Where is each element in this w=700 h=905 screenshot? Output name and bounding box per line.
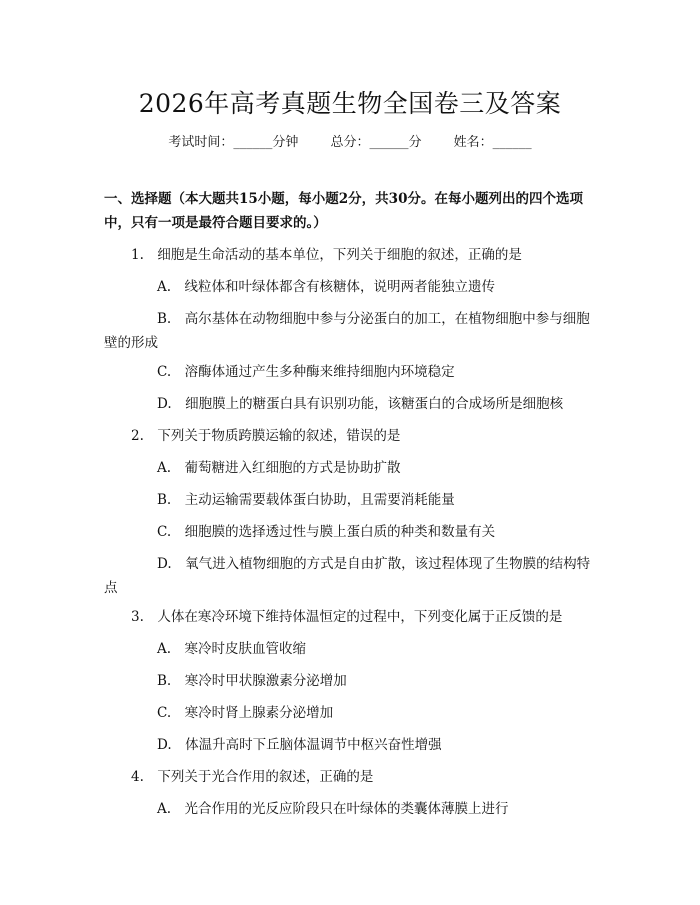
option-b: B. 高尔基体在动物细胞中参与分泌蛋白的加工，在植物细胞中参与细胞 <box>157 311 590 327</box>
page-title: 2026年高考真题生物全国卷三及答案 <box>138 89 562 118</box>
option-b-continued: 壁的形成 <box>104 335 158 351</box>
option-d: D. 细胞膜上的糖蛋白具有识别功能，该糖蛋白的合成场所是细胞核 <box>157 396 564 412</box>
option-a: A. 光合作用的光反应阶段只在叶绿体的类囊体薄膜上进行 <box>157 801 509 817</box>
option-d-continued: 点 <box>104 580 118 596</box>
question-stem: 4. 下列关于光合作用的叙述，正确的是 <box>131 769 374 785</box>
question-stem: 3. 人体在寒冷环境下维持体温恒定的过程中，下列变化属于正反馈的是 <box>131 609 563 625</box>
option-d: D. 体温升高时下丘脑体温调节中枢兴奋性增强 <box>157 737 442 753</box>
option-b: B. 主动运输需要载体蛋白协助，且需要消耗能量 <box>157 492 455 508</box>
option-a: A. 线粒体和叶绿体都含有核糖体，说明两者能独立遗传 <box>157 279 496 295</box>
question-stem: 1. 细胞是生命活动的基本单位，下列关于细胞的叙述，正确的是 <box>131 247 522 263</box>
section-heading: 一、选择题（本大题共15小题，每小题2分，共30分。在每小题列出的四个选项中，只有一项是最符合题目要求的。） <box>104 191 583 231</box>
option-d: D. 氧气进入植物细胞的方式是自由扩散，该过程体现了生物膜的结构特 <box>157 556 591 572</box>
option-a: A. 寒冷时皮肤血管收缩 <box>157 641 307 657</box>
option-b: B. 寒冷时甲状腺激素分泌增加 <box>157 673 347 689</box>
option-c: C. 溶酶体通过产生多种酶来维持细胞内环境稳定 <box>157 364 455 380</box>
student-name-field: 姓名：______ <box>453 135 532 150</box>
exam-time-field: 考试时间：______分钟 <box>168 135 299 150</box>
option-a: A. 葡萄糖进入红细胞的方式是协助扩散 <box>157 460 401 476</box>
option-c: C. 细胞膜的选择透过性与膜上蛋白质的种类和数量有关 <box>157 524 496 540</box>
exam-meta <box>0 131 700 150</box>
option-c: C. 寒冷时肾上腺素分泌增加 <box>157 705 334 721</box>
question-stem: 2. 下列关于物质跨膜运输的叙述，错误的是 <box>131 428 401 444</box>
total-score-field: 总分：______分 <box>330 135 422 150</box>
